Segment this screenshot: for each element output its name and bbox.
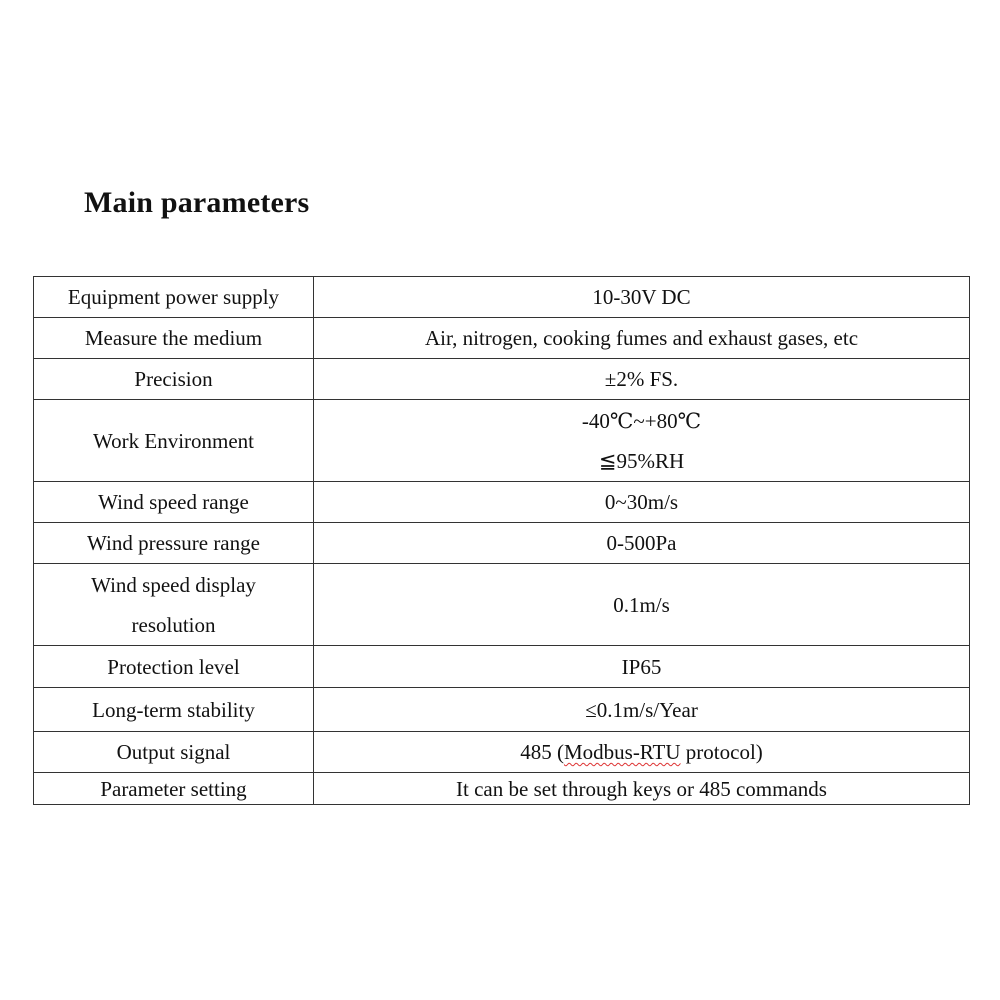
page-title: Main parameters <box>84 186 310 219</box>
table-row <box>34 688 970 732</box>
param-label: Output signal <box>34 732 314 773</box>
table-row <box>34 732 970 773</box>
param-label-line: Wind speed display <box>91 572 256 597</box>
param-label: Wind speed range <box>34 482 314 523</box>
param-value: 0-500Pa <box>314 523 970 564</box>
param-value: 0.1m/s <box>314 564 970 646</box>
spellcheck-marked-text: Modbus-RTU <box>563 740 681 764</box>
param-label: Parameter setting <box>34 773 314 805</box>
table-row <box>34 482 970 523</box>
param-value <box>314 732 970 773</box>
table-row <box>34 646 970 688</box>
param-label: Long-term stability <box>34 688 314 732</box>
param-value: It can be set through keys or 485 commands <box>314 773 970 805</box>
param-label: Measure the medium <box>34 318 314 359</box>
value-prefix: 485 ( <box>520 740 564 764</box>
param-value: IP65 <box>314 646 970 688</box>
param-value: ±2% FS. <box>314 359 970 400</box>
param-value-line: ≦95%RH <box>598 448 685 473</box>
param-value: 0~30m/s <box>314 482 970 523</box>
table-row <box>34 564 970 646</box>
param-label-line: resolution <box>131 612 216 637</box>
table-row <box>34 523 970 564</box>
param-label: Work Environment <box>34 400 314 482</box>
param-label: Precision <box>34 359 314 400</box>
param-value-line: -40℃~+80℃ <box>581 408 702 433</box>
param-value: Air, nitrogen, cooking fumes and exhaust gases, etc <box>314 318 970 359</box>
param-label <box>34 564 314 646</box>
param-label: Wind pressure range <box>34 523 314 564</box>
value-suffix: protocol) <box>680 740 763 764</box>
table-row <box>34 773 970 805</box>
table-row <box>34 277 970 318</box>
table-row <box>34 359 970 400</box>
param-value: ≤0.1m/s/Year <box>314 688 970 732</box>
param-value: 10-30V DC <box>314 277 970 318</box>
parameters-table <box>33 276 970 805</box>
table-row <box>34 318 970 359</box>
param-value <box>314 400 970 482</box>
param-label: Protection level <box>34 646 314 688</box>
table-row <box>34 400 970 482</box>
param-label: Equipment power supply <box>34 277 314 318</box>
